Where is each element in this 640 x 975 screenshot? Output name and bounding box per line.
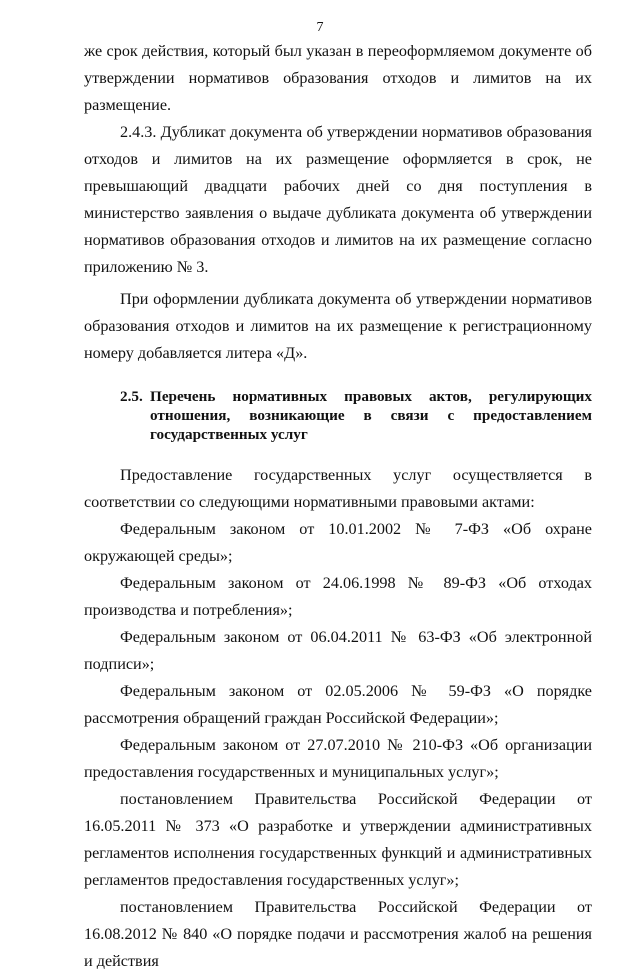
legal-act-item: постановлением Правительства Российской Федерации от 16.08.2012 № 840 «О порядке подачи и рассмотрения жалоб на решения и действия: [84, 898, 592, 970]
section-heading: [84, 387, 592, 444]
legal-act-item: Федеральным законом от 10.01.2002 № 7-ФЗ «Об охране окружающей среды»;: [84, 520, 592, 565]
page-number: 7: [316, 20, 324, 35]
legal-act-item: Федеральным законом от 24.06.1998 № 89-ФЗ «Об отходах производства и потребления»;: [84, 574, 592, 619]
paragraph: же срок действия, который был указан в переоформляемом документе об утверждении нормативов образования отходов и лимитов на их размещение.: [84, 42, 592, 114]
section-title: Перечень нормативных правовых актов, регулирующих отношения, возникающие в связи с предоставлением государственных услуг: [150, 388, 592, 443]
document-body: [84, 38, 592, 975]
paragraph: 2.4.3. Дубликат документа об утверждении нормативов образования отходов и лимитов на их размещение оформляется в срок, не превышающий двадцати рабочих дней со дня поступления в министерство заявления о выдаче дубликата документа об утверждении нормативов образования отходов и лимитов на их размещение согласно приложению № 3.: [84, 123, 592, 276]
legal-act-item: Федеральным законом от 06.04.2011 № 63-ФЗ «Об электронной подписи»;: [84, 628, 592, 673]
legal-act-item: Федеральным законом от 02.05.2006 № 59-ФЗ «О порядке рассмотрения обращений граждан Российской Федерации»;: [84, 682, 592, 727]
legal-act-item: постановлением Правительства Российской Федерации от 16.05.2011 № 373 «О разработке и утверждении административных регламентов исполнения государственных функций и административных регламентов предоставления государственных услуг»;: [84, 790, 592, 889]
section-number: 2.5.: [120, 388, 143, 405]
legal-act-item: Федеральным законом от 27.07.2010 № 210-ФЗ «Об организации предоставления государственных и муниципальных услуг»;: [84, 736, 592, 781]
paragraph: При оформлении дубликата документа об утверждении нормативов образования отходов и лимитов на их размещение к регистрационному номеру добавляется литера «Д».: [84, 290, 592, 362]
paragraph: Предоставление государственных услуг осуществляется в соответствии со следующими нормативными правовыми актами:: [84, 466, 592, 511]
